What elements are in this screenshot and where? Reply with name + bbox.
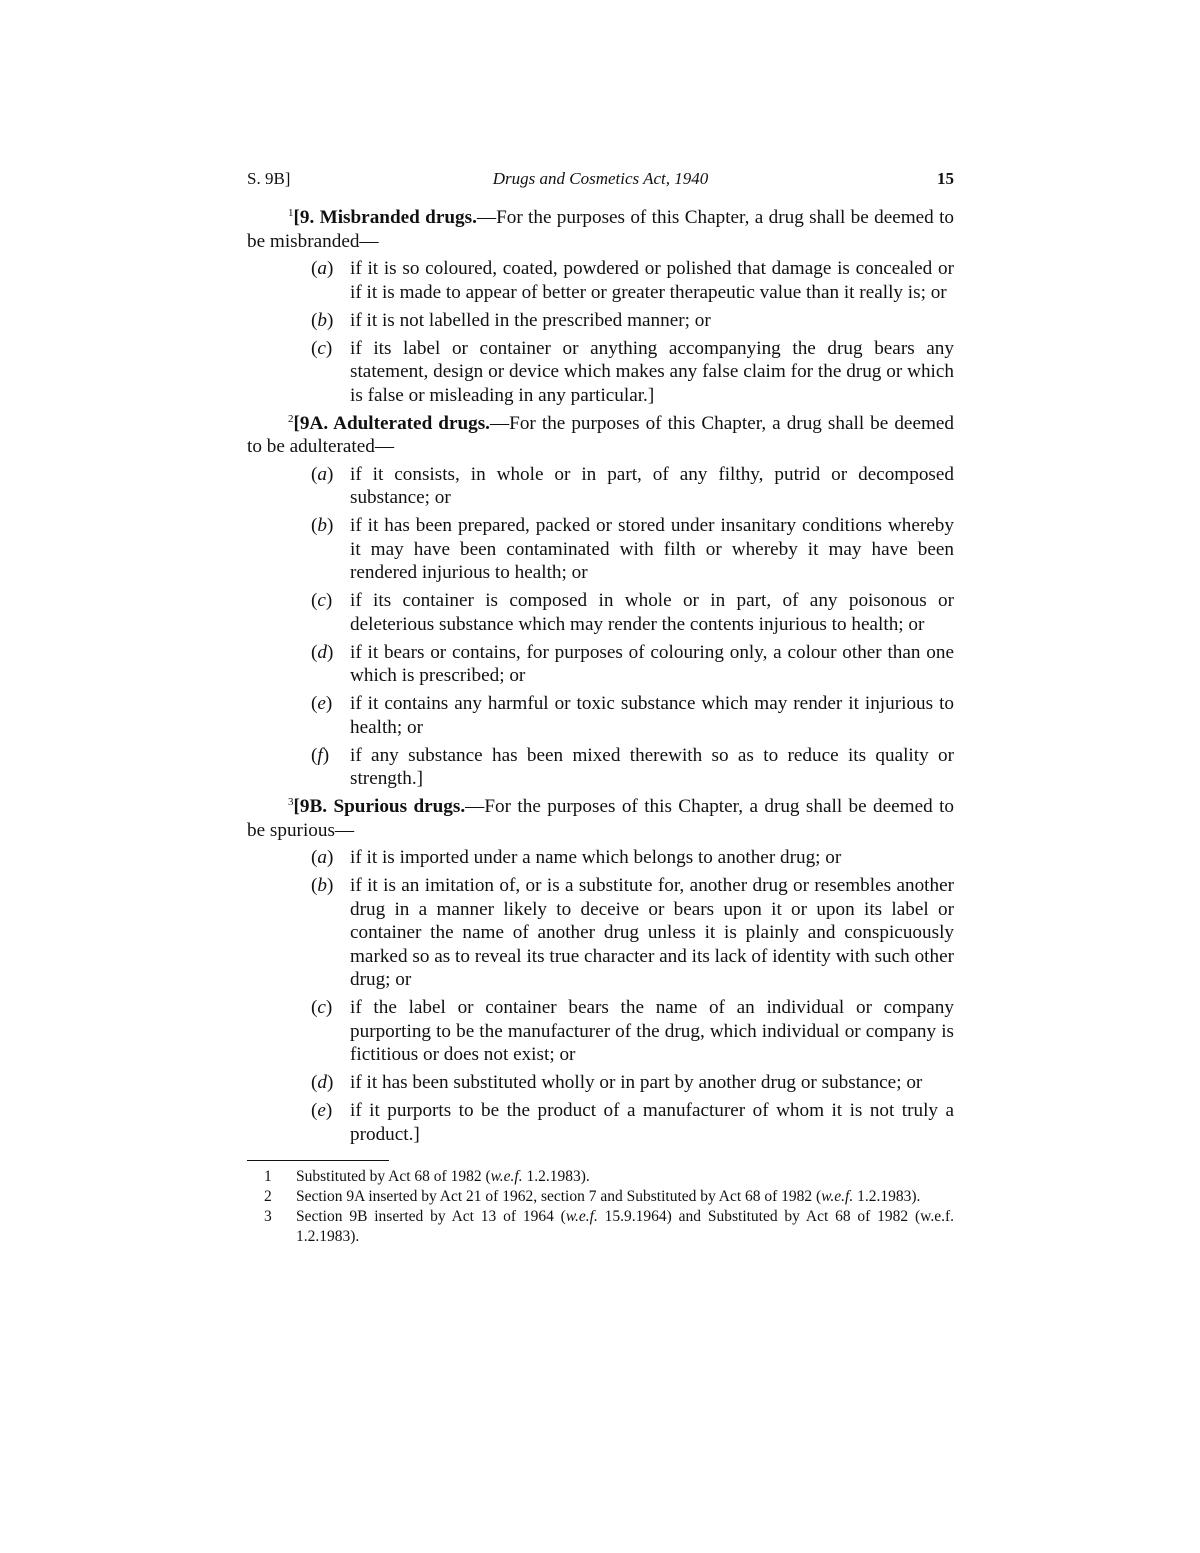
clause-text: if it is not labelled in the prescribed manner; or bbox=[350, 309, 711, 331]
clause bbox=[247, 463, 954, 510]
clause-label: (f) bbox=[311, 744, 330, 766]
section-title: [9. Misbranded drugs. bbox=[293, 207, 477, 228]
footnote: 3 Section 9B inserted by Act 13 of 1964 (w.e.f. 15.9.1964) and Substituted by Act 68 of 1982 (w.e.f. 1.2.1983). bbox=[264, 1208, 955, 1245]
footnote-divider bbox=[247, 1160, 389, 1161]
clause-label: (c) bbox=[311, 590, 333, 611]
section-title: [9B. Spurious drugs. bbox=[293, 796, 466, 817]
clause-text: if it has been substituted wholly or in part by another drug or substance; or bbox=[350, 1072, 923, 1093]
footnote-number: 3 bbox=[264, 1208, 272, 1225]
clause-label: (a) bbox=[311, 258, 334, 279]
footnote: 2 Section 9A inserted by Act 21 of 1962, section 7 and Substituted by Act 68 of 1982 (w.e.f. 1.2.1983). bbox=[264, 1188, 921, 1205]
clause bbox=[247, 744, 954, 791]
footnote-marker: 3 bbox=[288, 796, 294, 808]
section-9a-intro bbox=[247, 412, 954, 459]
clause bbox=[247, 846, 954, 870]
footnote-marker: 1 bbox=[288, 207, 294, 219]
clause-text: if any substance has been mixed therewith so as to reduce its quality or strength.] bbox=[350, 744, 954, 789]
clause-label: (b) bbox=[311, 875, 334, 896]
clause-text: if it is so coloured, coated, powdered or polished that damage is concealed or if it is made to appear of better or greater therapeutic value than it really is; or bbox=[350, 258, 954, 303]
clause-label: (d) bbox=[311, 641, 334, 663]
section-title: [9A. Adulterated drugs. bbox=[293, 412, 490, 434]
clause-label: (b) bbox=[311, 515, 334, 536]
clause bbox=[247, 589, 954, 636]
act-title: Drugs and Cosmetics Act, 1940 bbox=[492, 169, 709, 188]
clause-label: (c) bbox=[311, 997, 333, 1018]
clause bbox=[247, 1071, 954, 1095]
footnote: 1 Substituted by Act 68 of 1982 (w.e.f. 1.2.1983). bbox=[264, 1168, 590, 1185]
clause-text: if it bears or contains, for purposes of colouring only, a colour other than one which is prescribed; or bbox=[350, 641, 954, 686]
footnote-marker: 2 bbox=[288, 412, 294, 425]
clause bbox=[247, 514, 954, 585]
page-number: 15 bbox=[937, 169, 954, 188]
clause-label: (a) bbox=[311, 463, 334, 485]
clause-text: if the label or container bears the name of an individual or company purporting to be the manufacturer of the drug, which individual or company is fictitious or does not exist; or bbox=[350, 997, 954, 1065]
clause-label: (a) bbox=[311, 847, 334, 868]
clause bbox=[247, 257, 954, 304]
clause-text: if it is imported under a name which belongs to another drug; or bbox=[350, 847, 842, 868]
clause bbox=[247, 996, 954, 1067]
running-header bbox=[247, 166, 954, 192]
clause bbox=[247, 337, 954, 408]
clause-label: (b) bbox=[311, 309, 334, 331]
document-page bbox=[247, 166, 954, 1247]
section-reference: S. 9B] bbox=[247, 169, 291, 188]
clause bbox=[247, 641, 954, 688]
clause-text: if its label or container or anything accompanying the drug bears any statement, design or device which makes any false claim for the drug or which is false or misleading in any particular.] bbox=[350, 337, 954, 406]
section-intro-text: —For the purposes of this Chapter, a drug shall be deemed to be adulterated— bbox=[247, 412, 954, 457]
footnote-number: 1 bbox=[264, 1168, 272, 1185]
section-intro-text: —For the purposes of this Chapter, a drug shall be deemed to be spurious— bbox=[247, 796, 955, 841]
clause-text: if it purports to be the product of a manufacturer of whom it is not truly a product.] bbox=[350, 1100, 954, 1145]
clause-text: if its container is composed in whole or in part, of any poisonous or deleterious substance which may render the contents injurious to health; or bbox=[350, 590, 954, 635]
clause bbox=[247, 874, 954, 992]
footnote-number: 2 bbox=[264, 1188, 272, 1205]
section-intro-text: —For the purposes of this Chapter, a drug shall be deemed to be misbranded— bbox=[247, 207, 955, 252]
clause-label: (c) bbox=[311, 337, 333, 359]
clause-text: if it consists, in whole or in part, of any filthy, putrid or decomposed substance; or bbox=[350, 463, 954, 508]
clause-text: if it contains any harmful or toxic substance which may render it injurious to health; or bbox=[350, 693, 954, 738]
clause-text: if it is an imitation of, or is a substitute for, another drug or resembles another drug in a manner likely to deceive or bears upon it or upon its label or container the name of another drug unless it is plainly and conspicuously marked so as to reveal its true character and its lack of identity with such other drug; or bbox=[350, 875, 954, 990]
clause-label: (e) bbox=[311, 693, 333, 714]
clause bbox=[247, 1099, 954, 1146]
footnotes bbox=[247, 1160, 954, 1247]
clause-label: (d) bbox=[311, 1072, 334, 1093]
section-9-intro bbox=[247, 206, 954, 253]
clause bbox=[247, 309, 954, 333]
section-9b-intro bbox=[247, 795, 954, 842]
clause-label: (e) bbox=[311, 1100, 333, 1121]
clause-text: if it has been prepared, packed or stored under insanitary conditions whereby it may have been contaminated with filth or whereby it may have been rendered injurious to health; or bbox=[350, 515, 954, 583]
clause bbox=[247, 692, 954, 739]
